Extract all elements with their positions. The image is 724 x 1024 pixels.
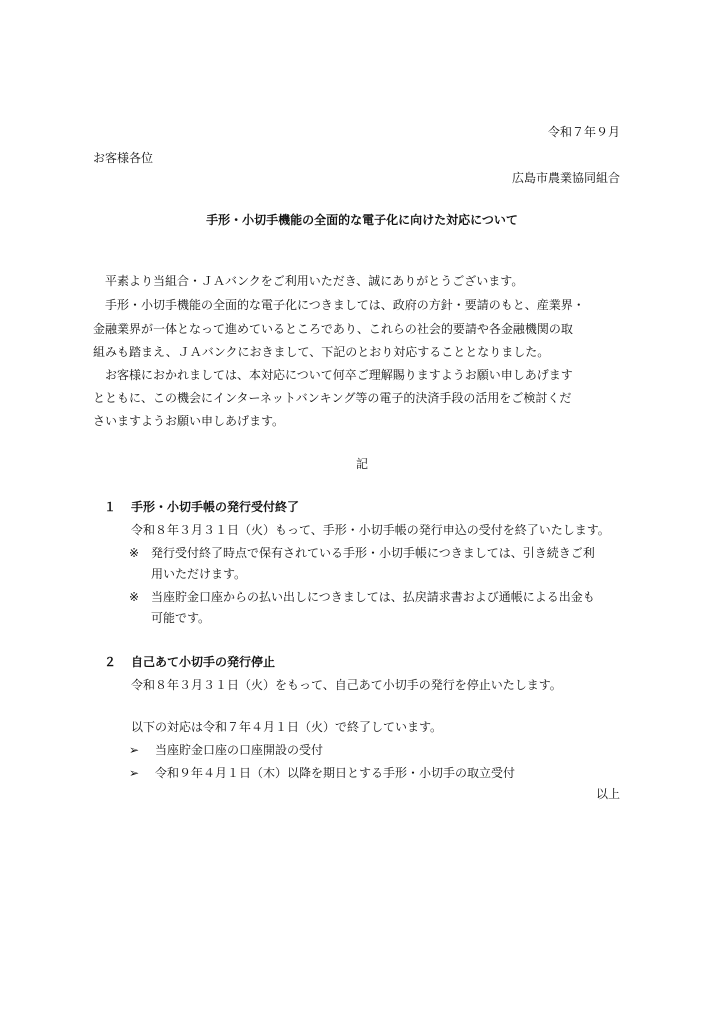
- intro-line-6: とともに、この機会にインターネットバンキング等の電子的決済手段の活用をご検討くだ: [93, 391, 572, 405]
- sender-organization: 広島市農業協同組合: [511, 171, 620, 185]
- section-1-heading: 手形・小切手帳の発行受付終了: [131, 500, 300, 514]
- section-2-number: ２: [104, 655, 117, 669]
- intro-line-3: 金融業界が一体となって進めているところであり、これらの社会的要請や各金融機関の取: [93, 322, 573, 336]
- section-2-heading: 自己あて小切手の発行停止: [131, 655, 276, 669]
- ended-intro: 以下の対応は令和７年４月１日（火）で終了しています。: [131, 720, 443, 734]
- addressee: お客様各位: [93, 151, 154, 165]
- ended-item-1: 当座貯金口座の口座開設の受付: [155, 743, 324, 757]
- arrow-bullet-icon: ➢: [129, 766, 140, 780]
- note-1-line-1: 発行受付終了時点で保有されている手形・小切手帳につきましては、引き続きご利: [151, 546, 595, 560]
- intro-line-2: 手形・小切手機能の全面的な電子化につきましては、政府の方針・要請のもと、産業界・: [105, 298, 585, 312]
- section-1-body: 令和８年３月３１日（火）もって、手形・小切手帳の発行申込の受付を終了いたします。: [131, 523, 610, 537]
- note-mark-2: ※: [129, 590, 140, 604]
- section-1-number: １: [104, 500, 117, 514]
- note-1-line-2: 用いただけます。: [151, 567, 247, 581]
- section-2-body: 令和８年３月３１日（火）をもって、自己あて小切手の発行を停止いたします。: [131, 678, 562, 692]
- ki-heading: 記: [355, 457, 368, 471]
- arrow-bullet-icon: ➢: [129, 743, 140, 757]
- note-2-line-2: 可能です。: [151, 611, 211, 625]
- intro-line-1: 平素より当組合・ＪＡバンクをご利用いただき、誠にありがとうございます。: [105, 274, 524, 288]
- intro-line-7: さいますようお願い申しあげます。: [93, 414, 285, 428]
- ended-item-2: 令和９年４月１日（木）以降を期日とする手形・小切手の取立受付: [155, 766, 516, 780]
- issue-date: 令和７年９月: [547, 125, 620, 139]
- closing: 以上: [595, 787, 620, 801]
- note-mark-1: ※: [129, 546, 140, 560]
- intro-line-4: 組みも踏まえ、ＪＡバンクにおきまして、下記のとおり対応することとなりました。: [93, 345, 550, 359]
- document-title: 手形・小切手機能の全面的な電子化に向けた対応について: [206, 213, 518, 227]
- note-2-line-1: 当座貯金口座からの払い出しにつきましては、払戻請求書および通帳による出金も: [151, 590, 595, 604]
- intro-line-5: お客様におかれましては、本対応について何卒ご理解賜りますようお願い申しあげます: [105, 368, 573, 382]
